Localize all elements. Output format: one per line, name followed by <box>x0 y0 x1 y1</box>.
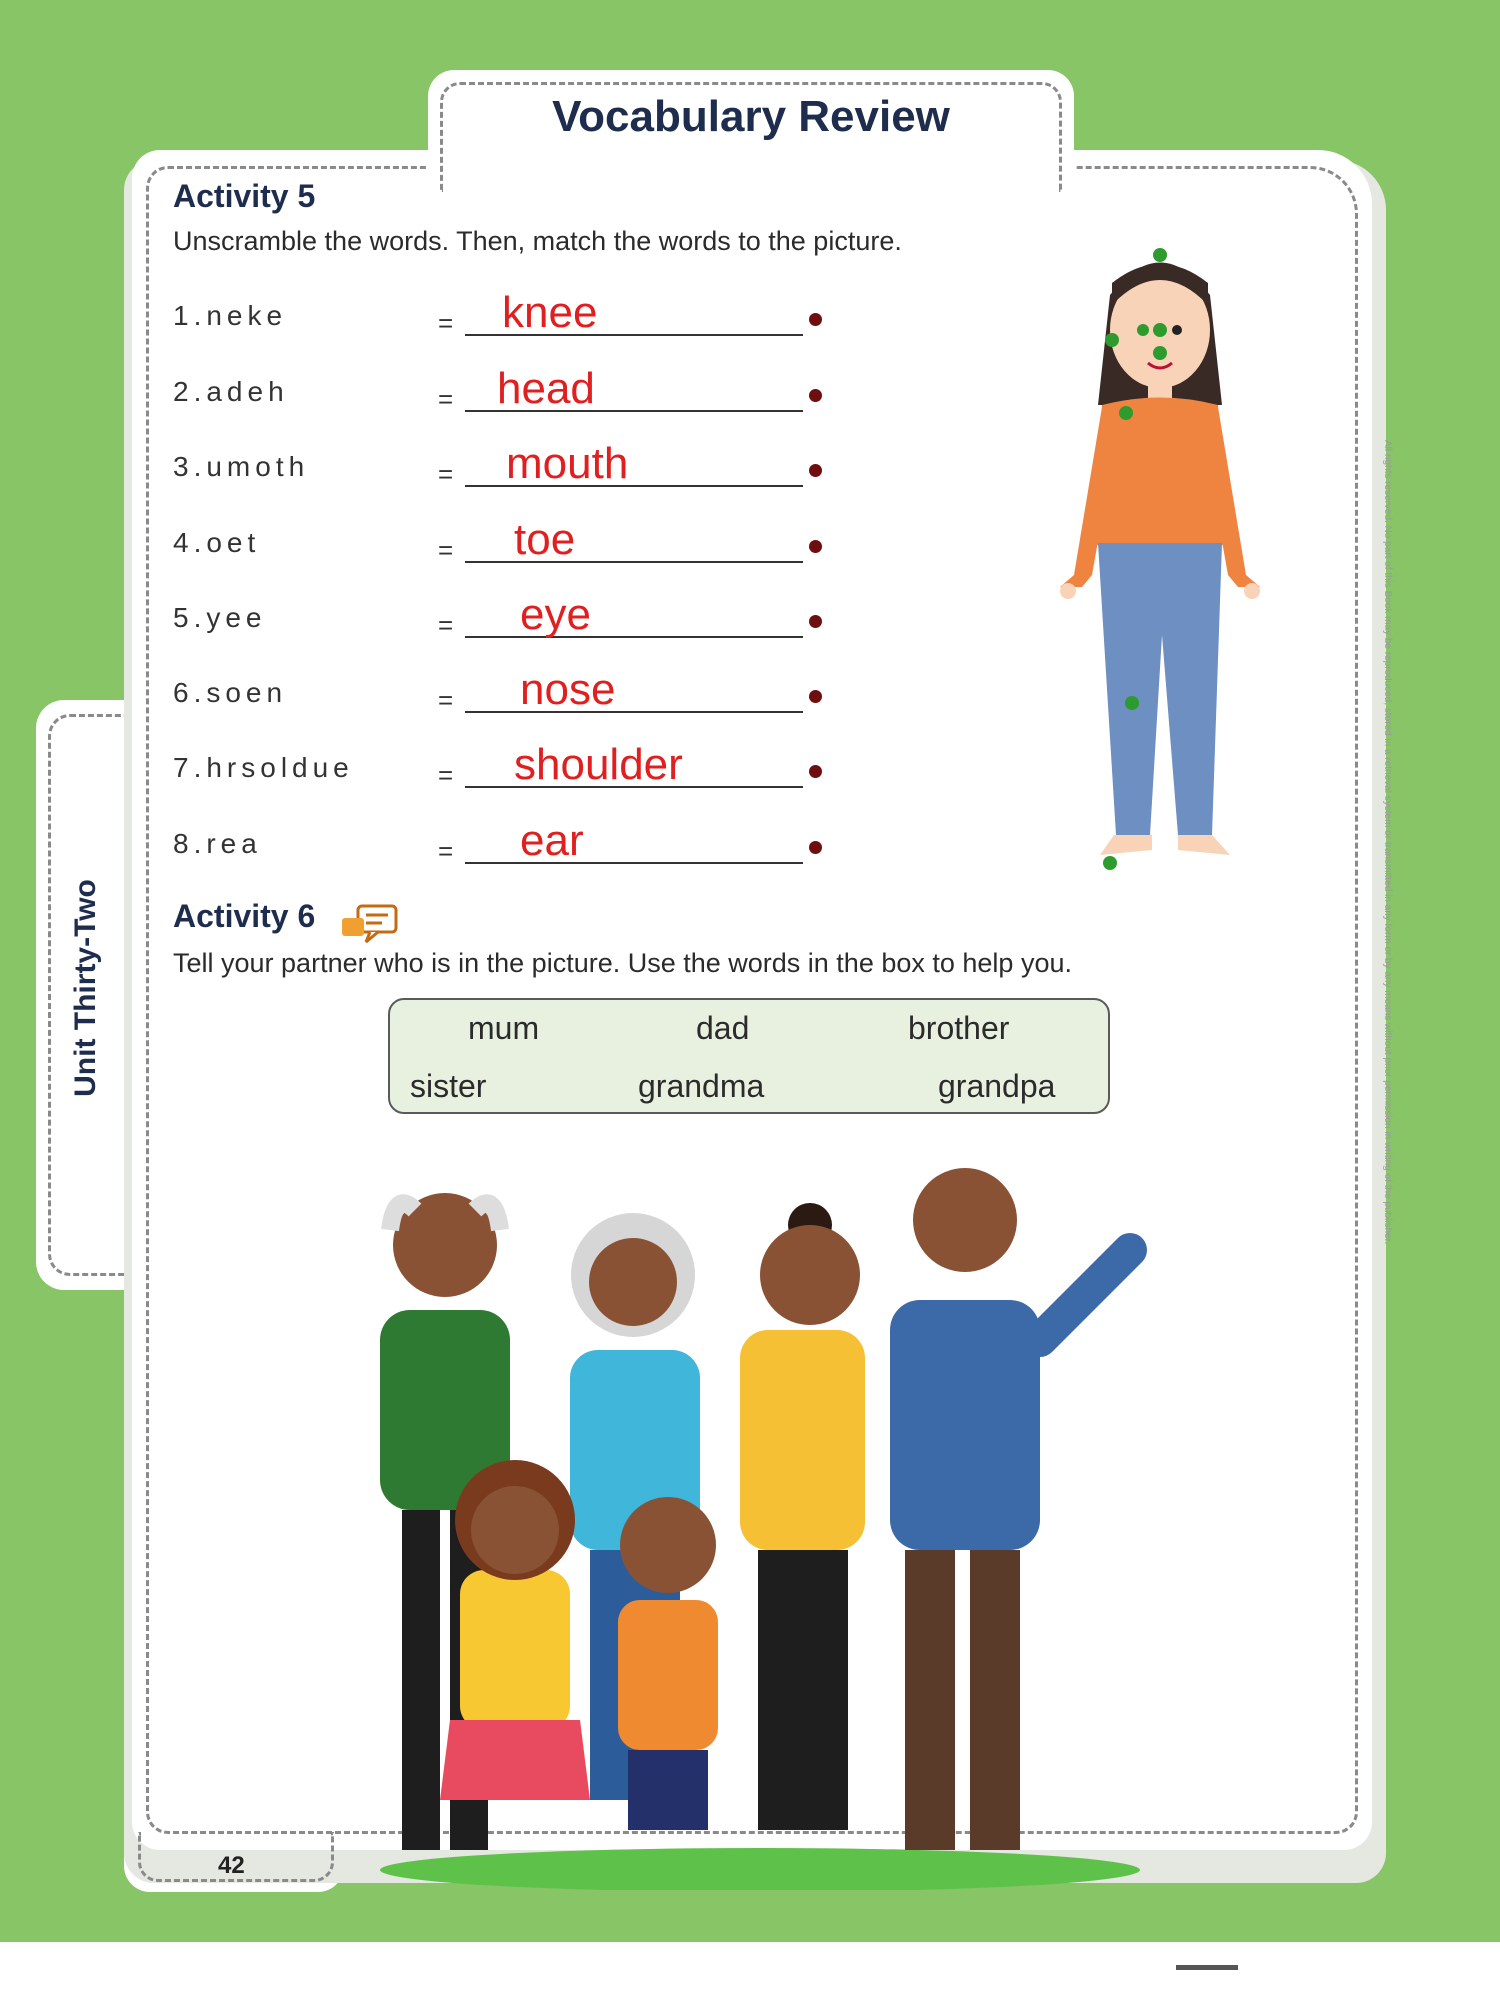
scrambled-word: 7.hrsoldue <box>173 752 354 783</box>
page-number: 42 <box>218 1852 245 1879</box>
handwritten-answer: head <box>497 364 595 413</box>
word-grandpa: grandpa <box>938 1068 1056 1104</box>
equals-sign: = <box>438 535 454 565</box>
scrambled-word: 8.rea <box>173 828 262 859</box>
bottom-margin <box>0 1942 1500 2000</box>
word-brother: brother <box>908 1010 1010 1046</box>
match-dot <box>809 615 822 628</box>
match-dot <box>809 690 822 703</box>
match-dot <box>809 464 822 477</box>
word-grandma: grandma <box>638 1068 765 1104</box>
scrambled-word: 4.oet <box>173 527 261 558</box>
equals-sign: = <box>438 384 454 414</box>
speech-bubbles-icon <box>340 904 400 946</box>
word-mum: mum <box>468 1010 540 1046</box>
handwritten-answer: shoulder <box>514 740 683 789</box>
word-box <box>388 998 1110 1114</box>
match-dot <box>809 765 822 778</box>
match-dot <box>809 313 822 326</box>
scrambled-word: 5.yee <box>173 602 267 633</box>
equals-sign: = <box>438 685 454 715</box>
match-dot <box>809 389 822 402</box>
activity6-instruction: Tell your partner who is in the picture. Use the words in the box to help you. <box>173 948 1072 978</box>
handwritten-answer: nose <box>520 665 616 714</box>
scrambled-word: 6.soen <box>173 677 288 708</box>
activity5-instruction: Unscramble the words. Then, match the words to the picture. <box>173 226 902 256</box>
scrambled-word: 1.neke <box>173 300 288 331</box>
page-title: Vocabulary Review <box>552 92 950 141</box>
activity5-heading: Activity 5 <box>173 178 316 214</box>
handwritten-answer: eye <box>520 590 591 639</box>
equals-sign: = <box>438 308 454 338</box>
scrambled-word: 2.adeh <box>173 376 289 407</box>
match-dot <box>809 540 822 553</box>
equals-sign: = <box>438 836 454 866</box>
word-dad: dad <box>696 1010 750 1046</box>
handwritten-answer: ear <box>520 816 584 865</box>
equals-sign: = <box>438 459 454 489</box>
bottom-dash-mark <box>1176 1965 1238 1970</box>
answer-line <box>465 636 803 638</box>
unit-label: Unit Thirty-Two <box>69 879 102 1097</box>
girl-body-parts-illustration <box>1040 235 1280 885</box>
scrambled-word: 3.umoth <box>173 451 310 482</box>
handwritten-answer: knee <box>502 288 598 337</box>
equals-sign: = <box>438 760 454 790</box>
match-dot <box>809 841 822 854</box>
handwritten-answer: mouth <box>506 439 629 488</box>
answer-line <box>465 862 803 864</box>
equals-sign: = <box>438 610 454 640</box>
copyright-note: All rights reserved. No part of this Book may be reproduced, stored in a retrieval system or transmitted in any form or by any means without prior permission in writing of the publisher. <box>1382 440 1393 1245</box>
answer-line <box>465 711 803 713</box>
word-sister: sister <box>410 1068 487 1104</box>
activity6-heading: Activity 6 <box>173 898 316 934</box>
handwritten-answer: toe <box>514 515 576 564</box>
family-illustration <box>340 1150 1180 1890</box>
